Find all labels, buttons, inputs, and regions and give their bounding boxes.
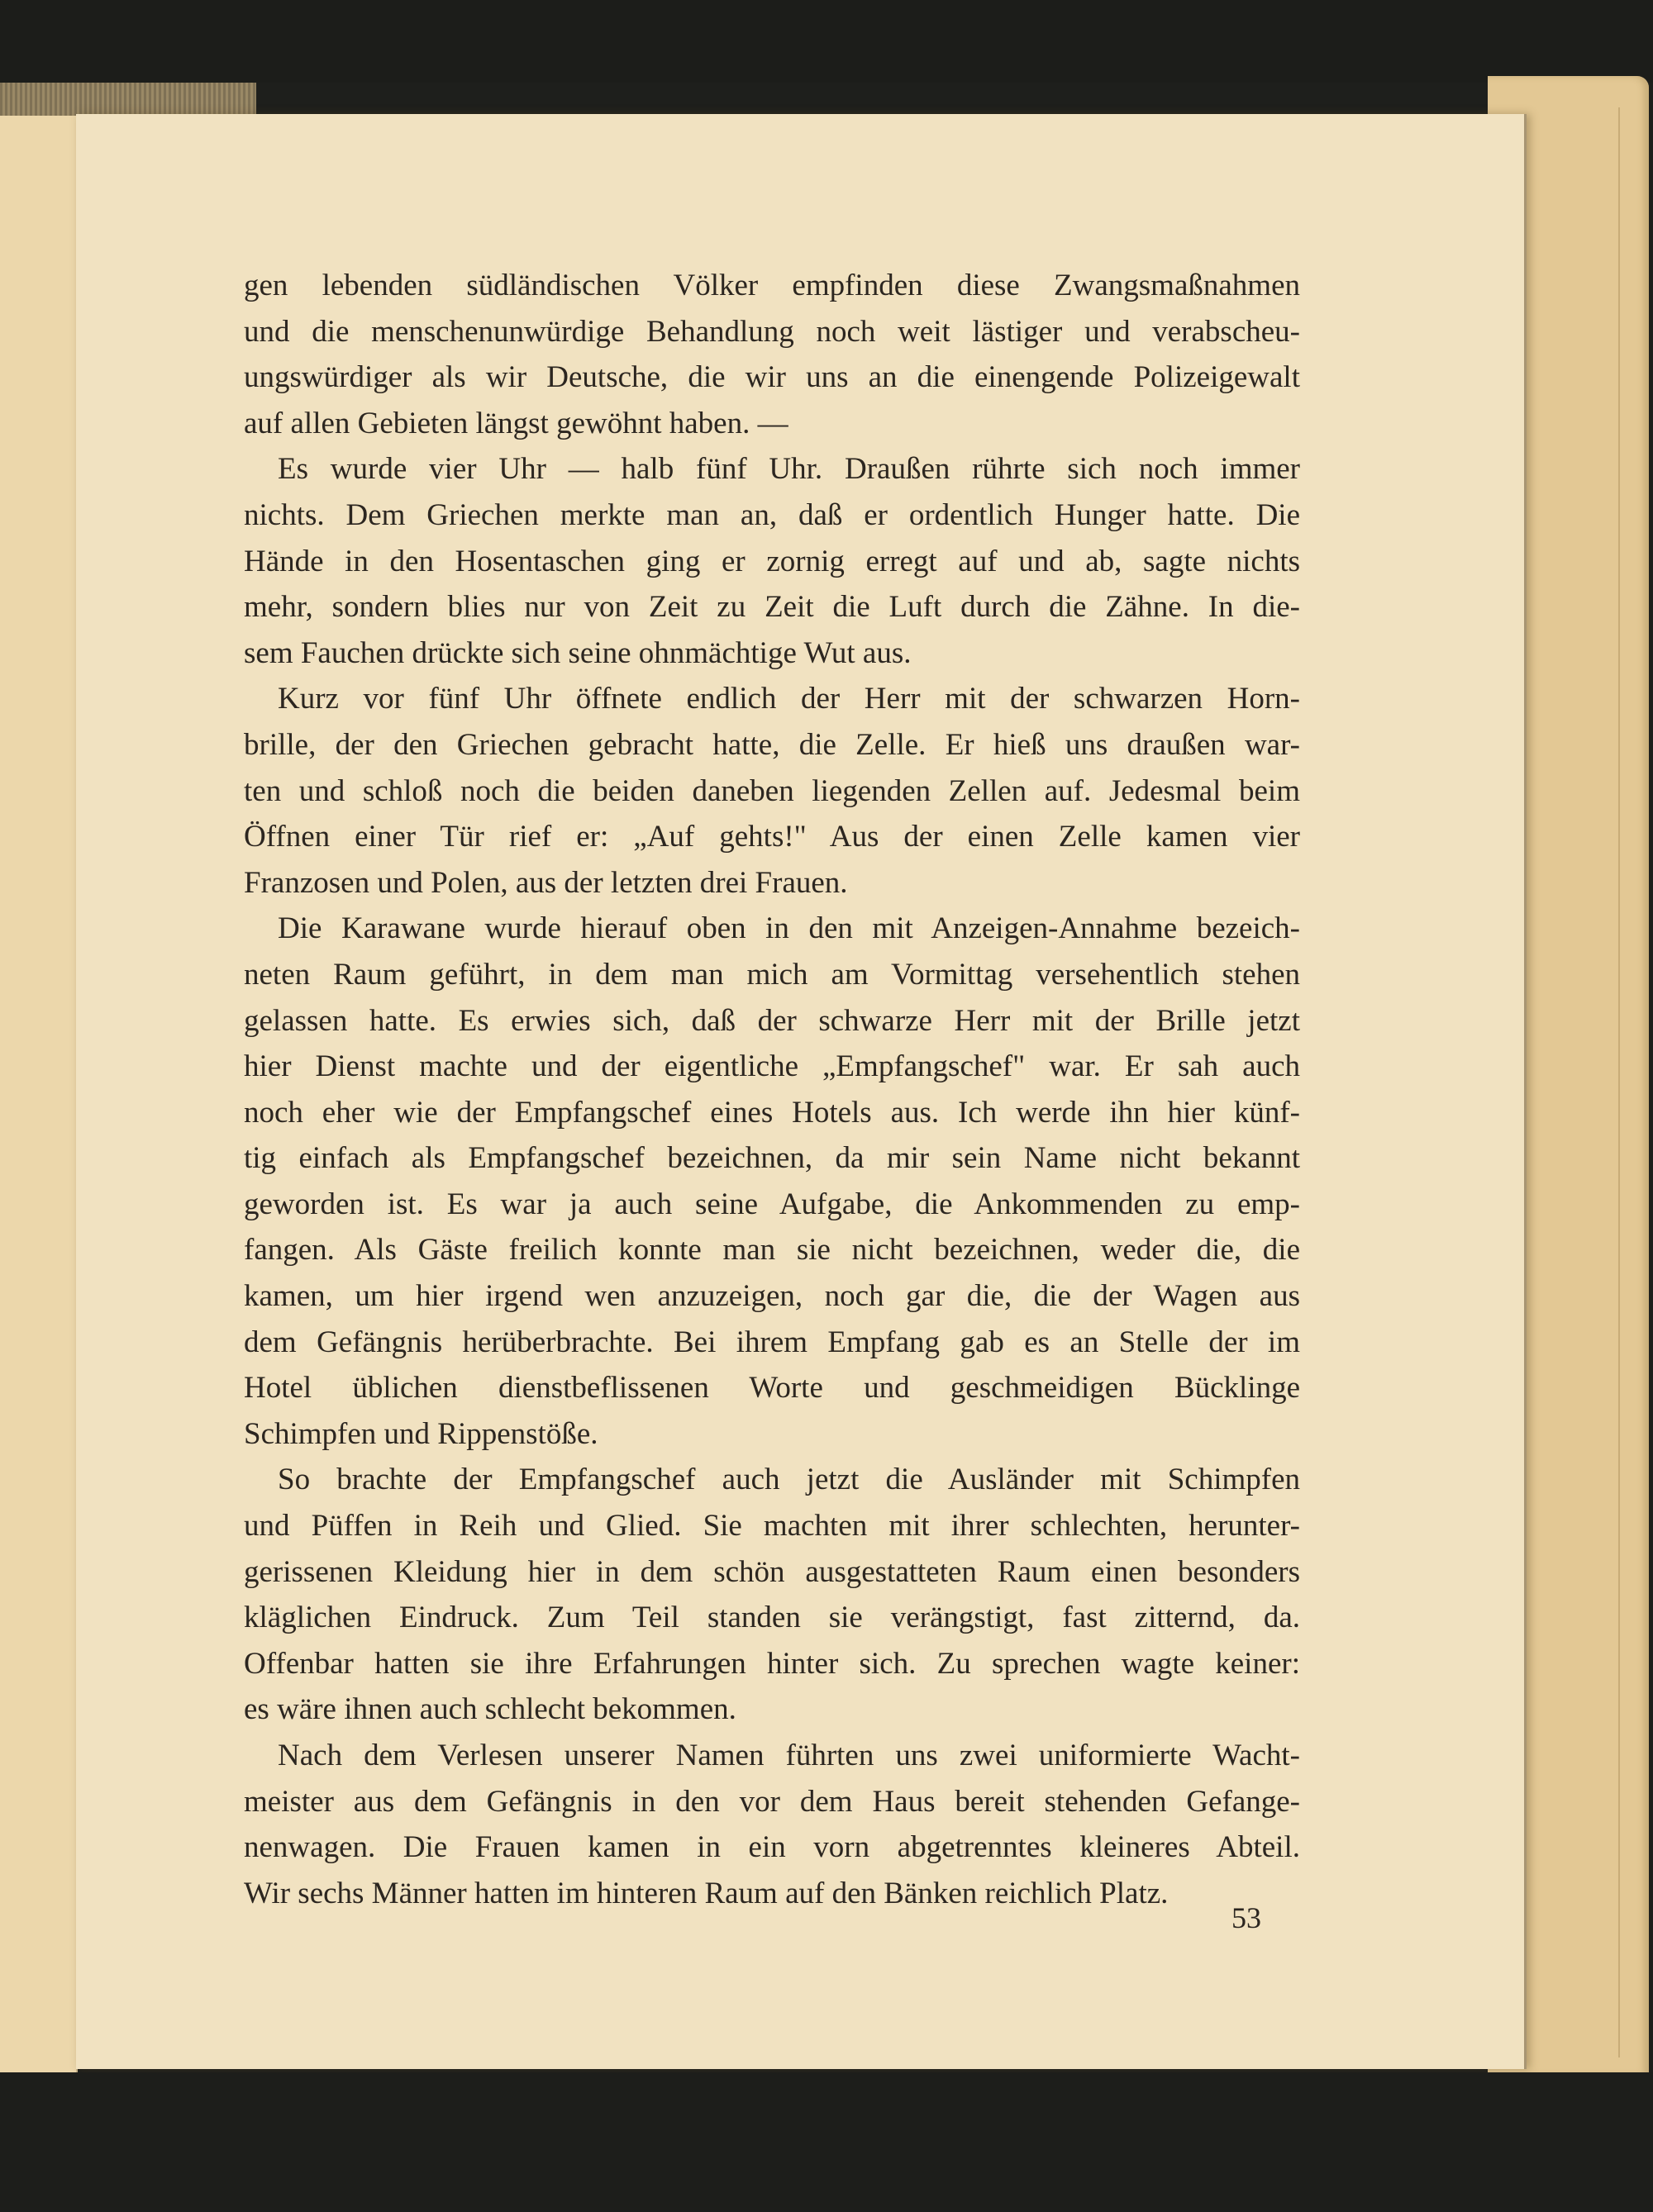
text-line: Öffnen einer Tür rief er: „Auf gehts!" Aus der einen Zelle kamen vier [244, 820, 1300, 854]
text-line: brille, der den Griechen gebracht hatte, die Zelle. Er hieß uns draußen war- [244, 727, 1300, 762]
text-line: geworden ist. Es war ja auch seine Aufgabe, die Ankommenden zu emp- [244, 1187, 1300, 1221]
page-number: 53 [1231, 1901, 1261, 1934]
text-line: Die Karawane wurde hierauf oben in den mit Anzeigen-Annahme bezeich- [278, 911, 1300, 946]
previous-page-edge [0, 116, 78, 2074]
text-line: Wir sechs Männer hatten im hinteren Raum auf den Bänken reichlich Platz. [244, 1876, 1169, 1910]
paragraph [244, 446, 1300, 676]
text-line: es wäre ihnen auch schlecht bekommen. [244, 1692, 736, 1727]
text-line: und die menschenunwürdige Behandlung noch weit lästiger und verabscheu- [244, 314, 1300, 349]
text-line: ten und schloß noch die beiden daneben liegenden Zellen auf. Jedesmal beim [244, 773, 1300, 808]
text-line: kamen, um hier irgend wen anzuzeigen, noch gar die, die der Wagen aus [244, 1279, 1300, 1314]
text-line: Hotel üblichen dienstbeflissenen Worte und geschmeidigen Bücklinge [244, 1371, 1300, 1406]
text-line: meister aus dem Gefängnis in den vor dem Haus bereit stehenden Gefange- [244, 1784, 1300, 1819]
text-line: gelassen hatte. Es erwies sich, daß der schwarze Herr mit der Brille jetzt [244, 1003, 1300, 1038]
text-line: nenwagen. Die Frauen kamen in ein vorn abgetrenntes kleineres Abteil. [244, 1830, 1300, 1865]
text-line: noch eher wie der Empfangschef eines Hotels aus. Ich werde ihn hier künf- [244, 1095, 1300, 1130]
text-line: Es wurde vier Uhr — halb fünf Uhr. Draußen rührte sich noch immer [278, 452, 1300, 487]
text-line: gerissenen Kleidung hier in dem schön ausgestatteten Raum einen besonders [244, 1554, 1300, 1589]
paragraph [244, 1733, 1300, 1916]
text-line: hier Dienst machte und der eigentliche „Empfangschef" war. Er sah auch [244, 1049, 1300, 1084]
text-line: Nach dem Verlesen unserer Namen führten uns zwei uniformierte Wacht- [278, 1739, 1300, 1772]
paragraph [244, 263, 1300, 446]
text-line: tig einfach als Empfangschef bezeichnen, da mir sein Name nicht bekannt [244, 1141, 1300, 1176]
text-line: Franzosen und Polen, aus der letzten drei Frauen. [244, 865, 848, 900]
scan-background-bottom [0, 2072, 1653, 2212]
scan-background-top [0, 0, 1653, 83]
text-line: Schimpfen und Rippenstöße. [244, 1416, 598, 1451]
text-line: So brachte der Empfangschef auch jetzt die Ausländer mit Schimpfen [278, 1463, 1300, 1497]
text-line: kläglichen Eindruck. Zum Teil standen sie verängstigt, fast zitternd, da. [244, 1601, 1300, 1635]
text-line: nichts. Dem Griechen merkte man an, daß er ordentlich Hunger hatte. Die [244, 497, 1300, 532]
cover-fold-line [1618, 107, 1620, 2057]
page-body-text [244, 263, 1300, 1916]
text-line: neten Raum geführt, in dem man mich am Vormittag versehentlich stehen [244, 957, 1300, 992]
text-line: auf allen Gebieten längst gewöhnt haben. — [244, 406, 788, 440]
text-line: Kurz vor fünf Uhr öffnete endlich der Herr mit der schwarzen Horn- [278, 682, 1300, 716]
text-line: gen lebenden südländischen Völker empfinden diese Zwangsmaßnahmen [244, 269, 1300, 302]
text-line: und Püffen in Reih und Glied. Sie machten mit ihrer schlechten, herunter- [244, 1509, 1300, 1544]
paragraph [244, 676, 1300, 906]
text-line: dem Gefängnis herüberbrachte. Bei ihrem Empfang gab es an Stelle der im [244, 1325, 1300, 1359]
text-line: sem Fauchen drückte sich seine ohnmächtige Wut aus. [244, 635, 912, 670]
text-line: fangen. Als Gäste freilich konnte man sie nicht bezeichnen, weder die, die [244, 1233, 1300, 1268]
text-line: Offenbar hatten sie ihre Erfahrungen hinter sich. Zu sprechen wagte keiner: [244, 1646, 1300, 1681]
text-line: mehr, sondern blies nur von Zeit zu Zeit die Luft durch die Zähne. In die- [244, 590, 1300, 625]
text-line: Hände in den Hosentaschen ging er zornig erregt auf und ab, sagte nichts [244, 544, 1300, 578]
binding-cloth [0, 83, 256, 117]
paragraph [244, 906, 1300, 1457]
paragraph [244, 1457, 1300, 1733]
text-line: ungswürdiger als wir Deutsche, die wir uns an die einengende Polizeigewalt [244, 360, 1300, 395]
